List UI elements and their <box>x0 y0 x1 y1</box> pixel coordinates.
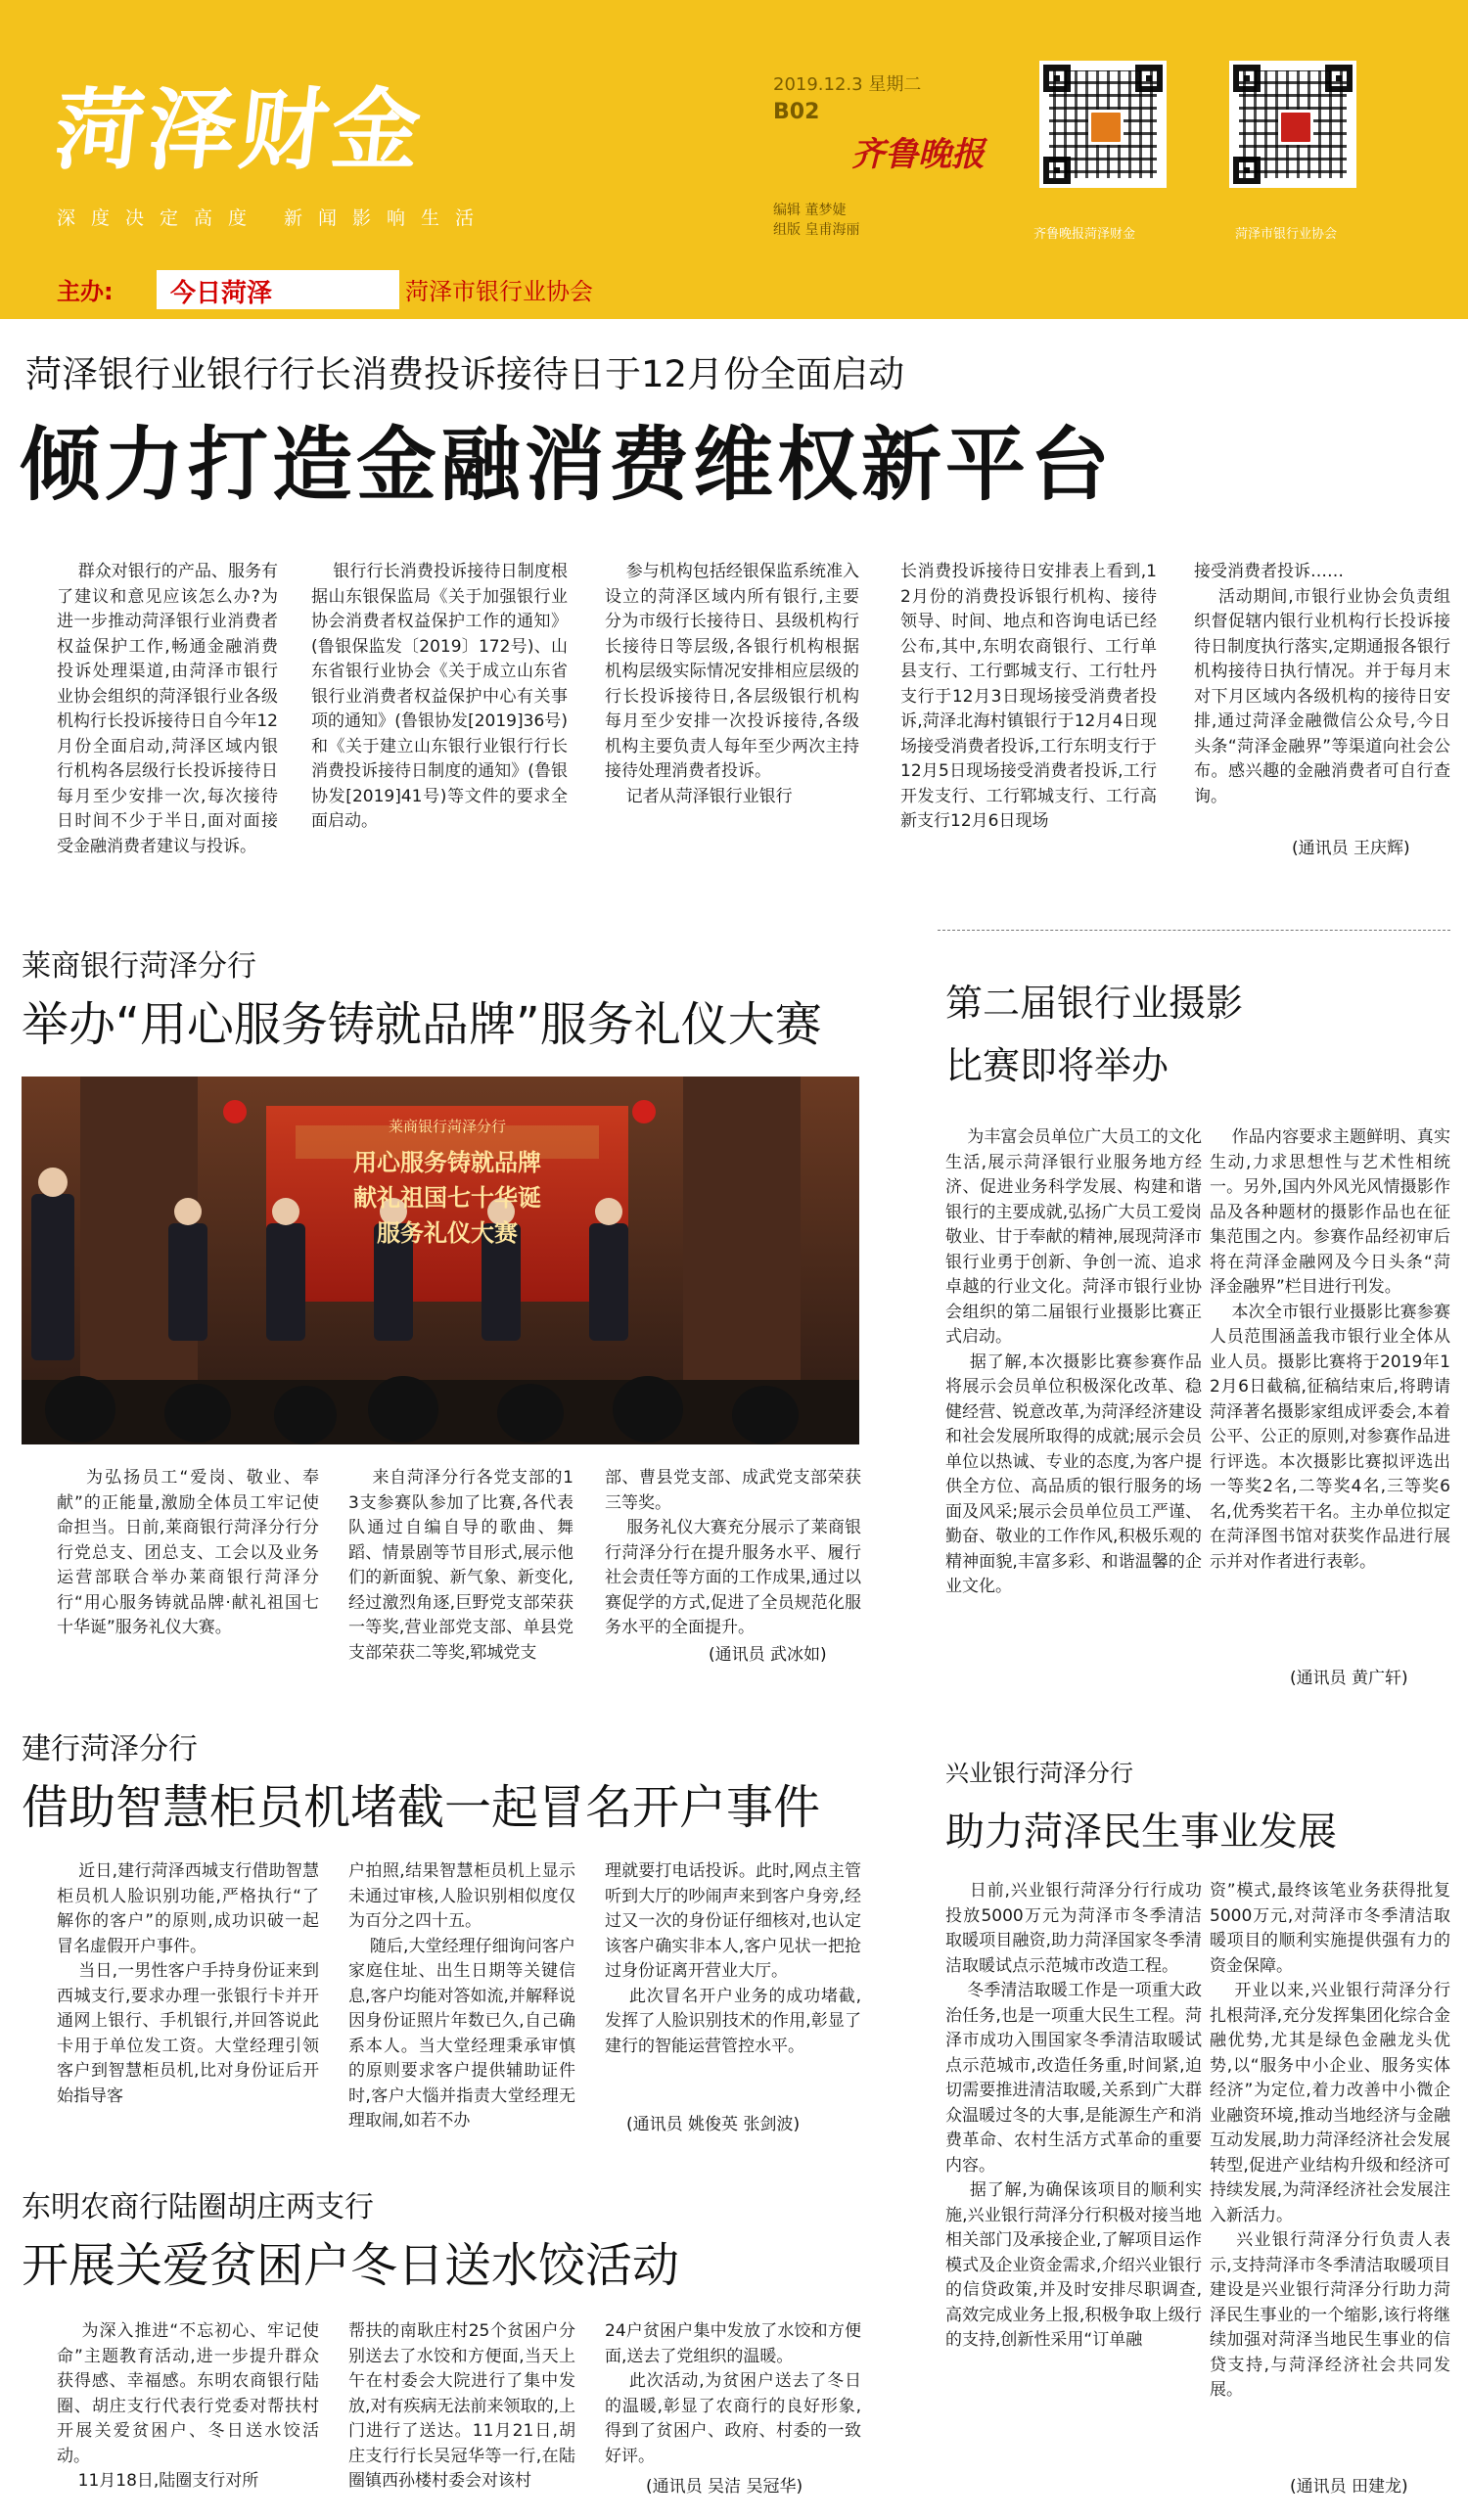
lead-byline: (通讯员 王庆辉) <box>1292 839 1410 858</box>
laishang-column-2: 来自菏泽分行各党支部的13支参赛队参加了比赛,各代表队通过自编自导的歌曲、舞蹈、情景剧等节目形式,展示他们的新面貌、新气象、新变化,经过激烈角逐,巨野党支部荣获一等奖,营业部党支部、单县党支部荣获二等奖,郓城党支 <box>348 1468 573 1663</box>
laishang-column-1: 为弘扬员工“爱岗、敬业、奉献”的正能量,激励全体员工牢记使命担当。日前,莱商银行菏泽分行分行党总支、团总支、工会以及业务运营部联合举办莱商银行菏泽分行“用心服务铸就品牌·献礼祖国七十华诞”服务礼仪大赛。 <box>57 1468 319 1637</box>
photo-contest-column-2: 作品内容要求主题鲜明、真实生动,力求思想性与艺术性相统一。另外,国内外风光风情摄影作品及各种题材的摄影作品也在征集范围之内。参赛作品经初审后将在菏泽金融网及今日头条“菏泽金融界”栏目进行刊发。 本次全市银行业摄影比赛参赛人员范围涵盖我市银行业全体从业人员。摄影比赛将于2019年12月6日截稿,征稿结束后,将聘请菏泽著名摄影家组成评委会,本着公平、公正的原则,对参赛作品进行评选。本次摄影比赛拟评选出一等奖2名,二等奖4名,三等奖6名,优秀奖若干名。主办单位拟定在菏泽图书馆对获奖作品进行展示并对作者进行表彰。 <box>1210 1127 1450 1572</box>
qr-right-caption: 菏泽市银行业协会 <box>1235 227 1338 242</box>
cib-column-1: 日前,兴业银行菏泽分行行成功投放5000万元为菏泽市冬季清洁取暖项目融资,助力菏泽国家冬季清洁取暖试点示范城市改造工程。 冬季清洁取暖工作是一项重大政治任务,也是一项重大民生工程。菏泽市成功入围国家冬季清洁取暖试点示范城市,改造任务重,时间紧,迫切需要推进清洁取暖,关系到广大群众温暖过冬的大事,是能源生产和消费革命、农村生活方式革命的重要内容。 据了解,为确保该项目的顺利实施,兴业银行菏泽分行积极对接当地相关部门及承接企业,了解项目运作模式及企业资金需求,介绍兴业银行的信贷政策,并及时安排尽职调查,高效完成业务上报,积极争取上级行的支持,创新性采用“订单融 <box>945 1881 1203 2350</box>
designer-credit: 组版 皇甫海丽 <box>773 222 860 238</box>
dongming-column-2: 帮扶的南耿庄村25个贫困户分别送去了水饺和方便面,当天上午在村委会大院进行了集中发放,对有疾病无法前来领取的,上门进行了送达。11月21日,胡庄支行行长吴冠华等一行,在陆圈镇西孙楼村委会对该村 <box>348 2321 575 2491</box>
ccb-column-2: 户拍照,结果智慧柜员机上显示未通过审核,人脸识别相似度仅为百分之四十五。 随后,大堂经理仔细询问客户家庭住址、出生日期等关键信息,客户均能对答如流,并解释说因身份证照片年数已久,自己确系本人。当大堂经理秉承审慎的原则要求客户提供辅助证件时,客户大惱并指责大堂经理无理取闹,如若不办 <box>348 1861 575 2131</box>
contest-stage-photo <box>22 1077 859 1444</box>
dongming-column-3: 24户贫困户集中发放了水饺和方便面,送去了党组织的温暖。 此次活动,为贫困户送去了冬日的温暖,彰显了农商行的良好形象,得到了贫困户、政府、村委的一致好评。 <box>605 2321 861 2466</box>
banner-title: 莱商银行菏泽分行 <box>388 1118 506 1135</box>
ccb-kicker: 建行菏泽分行 <box>22 1732 198 1766</box>
lead-kicker: 菏泽银行业银行行长消费投诉接待日于12月份全面启动 <box>25 353 905 395</box>
cib-byline: (通讯员 田建龙) <box>1290 2477 1408 2497</box>
cib-kicker: 兴业银行菏泽分行 <box>945 1760 1133 1787</box>
laishang-column-3: 部、曹县党支部、成武党支部荣获三等奖。 服务礼仪大赛充分展示了莱商银行菏泽分行在提升服务水平、履行社会责任等方面的工作成果,通过以赛促学的方式,促进了全员规范化服务水平的全面提升。 <box>605 1468 862 1637</box>
lead-column-4: 长消费投诉接待日安排表上看到,12月份的消费投诉银行机构、接待领导、时间、地点和咨询电话已经公布,其中,东明农商银行、工行单县支行、工行鄄城支行、工行牡丹支行于12月3日现场接受消费者投诉,菏泽北海村镇银行于12月4日现场接受消费者投诉,工行东明支行于12月5日现场接受消费者投诉,工行开发支行、工行郓城支行、工行高新支行12月6日现场 <box>900 562 1157 831</box>
qr-code-right-icon[interactable] <box>1229 61 1356 188</box>
qr-code-left-icon[interactable] <box>1039 61 1167 188</box>
dongming-kicker: 东明农商行陆圈胡庄两支行 <box>22 2190 374 2224</box>
banner-line-3: 服务礼仪大赛 <box>377 1219 518 1247</box>
lead-column-3: 参与机构包括经银保监系统准入设立的菏泽区域内所有银行,主要分为市级行长接待日、县级机构行长接待日等层级,各银行机构根据机构层级实际情况安排相应层级的行长投诉接待日,各层级银行机构每月至少安排一次投诉接待,各级机构主要负责人每年至少两次主持接待处理消费者投诉。 记者从菏泽银行业银行 <box>605 562 860 806</box>
dongming-column-1: 为深入推进“不忘初心、牢记使命”主题教育活动,进一步提升群众获得感、幸福感。东明农商银行陆圈、胡庄支行代表行党委对帮扶村开展关爱贫困户、冬日送水饺活动。 11月18日,陆圈支行对所 <box>57 2321 319 2491</box>
sponsor-organization: 菏泽市银行业协会 <box>405 278 593 305</box>
laishang-headline: 举办“用心服务铸就品牌”服务礼仪大赛 <box>22 997 822 1052</box>
newspaper-section-logo: 菏泽财金 <box>50 78 430 182</box>
ccb-byline: (通讯员 姚俊英 张剑波) <box>626 2115 801 2134</box>
lead-column-5: 接受消费者投诉…… 活动期间,市银行业协会负责组织督促辖内银行业机构行长投诉接待日制度执行落实,定期通报各银行机构接待日执行情况。并于每月末对下月区域内各级机构的接待日安排,通过菏泽金融微信公众号,今日头条“菏泽金融界”等渠道向社会公布。感兴趣的金融消费者可自行查询。 <box>1194 562 1450 806</box>
cib-column-2: 资”模式,最终该笔业务获得批复5000万元,对菏泽市冬季清洁取暖项目的顺利实施提供强有力的资金保障。 开业以来,兴业银行菏泽分行扎根菏泽,充分发挥集团化综合金融优势,尤其是绿色金融龙头优势,以“服务中小企业、服务实体经济”为定位,着力改善中小微企业融资环境,推动当地经济与金融互动发展,助力菏泽经济社会发展转型,促进产业结构升级和经济可持续发展,为菏泽经济社会发展注入新活力。 兴业银行菏泽分行负责人表示,支持菏泽市冬季清洁取暖项目建设是兴业银行菏泽分行助力菏泽民生事业的一个缩影,该行将继续加强对菏泽当地民生事业的信贷支持,与菏泽经济社会共同发展。 <box>1210 1881 1451 2400</box>
laishang-kicker: 莱商银行菏泽分行 <box>22 949 256 984</box>
qr-left-caption: 齐鲁晚报菏泽财金 <box>1033 227 1136 242</box>
publication-name: 齐鲁晚报 <box>851 135 985 174</box>
sponsor-logo-text: 今日菏泽 <box>170 279 273 308</box>
banner-line-1: 用心服务铸就品牌 <box>353 1149 541 1176</box>
cib-headline: 助力菏泽民生事业发展 <box>945 1810 1337 1855</box>
sponsor-label: 主办: <box>57 278 114 305</box>
masthead-slogan: 深度决定高度 新闻影响生活 <box>57 207 490 229</box>
photo-contest-headline-line-1: 第二届银行业摄影 <box>945 982 1244 1025</box>
issue-weekday: 星期二 <box>868 74 922 95</box>
dongming-headline: 开展关爱贫困户冬日送水饺活动 <box>22 2238 680 2293</box>
photo-contest-headline-line-2: 比赛即将举办 <box>945 1044 1170 1087</box>
page-number: B02 <box>773 100 820 124</box>
laishang-byline: (通讯员 武冰如) <box>709 1645 827 1665</box>
lead-column-1: 群众对银行的产品、服务有了建议和意见应该怎么办?为进一步推动菏泽银行业消费者权益保护工作,畅通金融消费投诉处理渠道,由菏泽市银行业协会组织的菏泽银行业各级机构行长投诉接待日自今年12月份全面启动,菏泽区域内银行机构各层级行长投诉接待日每月至少安排一次,每次接待日时间不少于半日,面对面接受金融消费者建议与投诉。 <box>57 562 278 856</box>
ccb-headline: 借助智慧柜员机堵截一起冒名开户事件 <box>22 1780 821 1835</box>
issue-date: 2019.12.3 <box>773 74 863 95</box>
lead-headline: 倾力打造金融消费维权新平台 <box>20 419 1115 512</box>
divider <box>938 930 1450 931</box>
editor-credit: 编辑 董梦婕 <box>773 203 847 218</box>
ccb-column-3: 理就要打电话投诉。此时,网点主管听到大厅的吵闹声来到客户身旁,经过又一次的身份证仔细核对,也认定该客户确实非本人,客户见状一把抢过身份证离开营业大厅。 此次冒名开户业务的成功堵截,发挥了人脸识别技术的作用,彰显了建行的智能运营管控水平。 <box>605 1861 861 2056</box>
lead-column-2: 银行行长消费投诉接待日制度根据山东银保监局《关于加强银行业协会消费者权益保护工作的通知》(鲁银保监发〔2019〕172号)、山东省银行业协会《关于成立山东省银行业消费者权益保护中心有关事项的通知》(鲁银协发[2019]36号)和《关于建立山东银行业银行行长消费投诉接待日制度的通知》(鲁银协发[2019]41号)等文件的要求全面启动。 <box>311 562 569 831</box>
photo-contest-column-1: 为丰富会员单位广大员工的文化生活,展示菏泽银行业服务地方经济、促进业务科学发展、构建和谐银行的主要成就,弘扬广大员工爱岗敬业、甘于奉献的精神,展现菏泽市银行业勇于创新、争创一流、追求卓越的行业文化。菏泽市银行业协会组织的第二届银行业摄影比赛正式启动。 据了解,本次摄影比赛参赛作品将展示会员单位积极深化改革、稳健经营、锐意改革,为菏泽经济建设和社会发展所取得的成就;展示会员单位以热诚、专业的态度,为客户提供全方位、高品质的银行服务的场面及风采;展示会员单位员工严谨、勤奋、敬业的工作作风,积极乐观的精神面貌,丰富多彩、和谐温馨的企业文化。 <box>945 1127 1203 1596</box>
dongming-byline: (通讯员 吴洁 吴冠华) <box>646 2477 803 2497</box>
ccb-column-1: 近日,建行菏泽西城支行借助智慧柜员机人脸识别功能,严格执行“了解你的客户”的原则,成功识破一起冒名虚假开户事件。 当日,一男性客户手持身份证来到西城支行,要求办理一张银行卡并开通网上银行、手机银行,并回答说此卡用于单位发工资。大堂经理引领客户到智慧柜员机,比对身份证后开始指导客 <box>57 1861 319 2106</box>
issue-date-line <box>773 70 921 96</box>
sponsor-logo <box>157 270 399 309</box>
photo-contest-byline: (通讯员 黄广轩) <box>1290 1669 1408 1688</box>
banner-line-2: 献礼祖国七十华诞 <box>353 1184 541 1212</box>
